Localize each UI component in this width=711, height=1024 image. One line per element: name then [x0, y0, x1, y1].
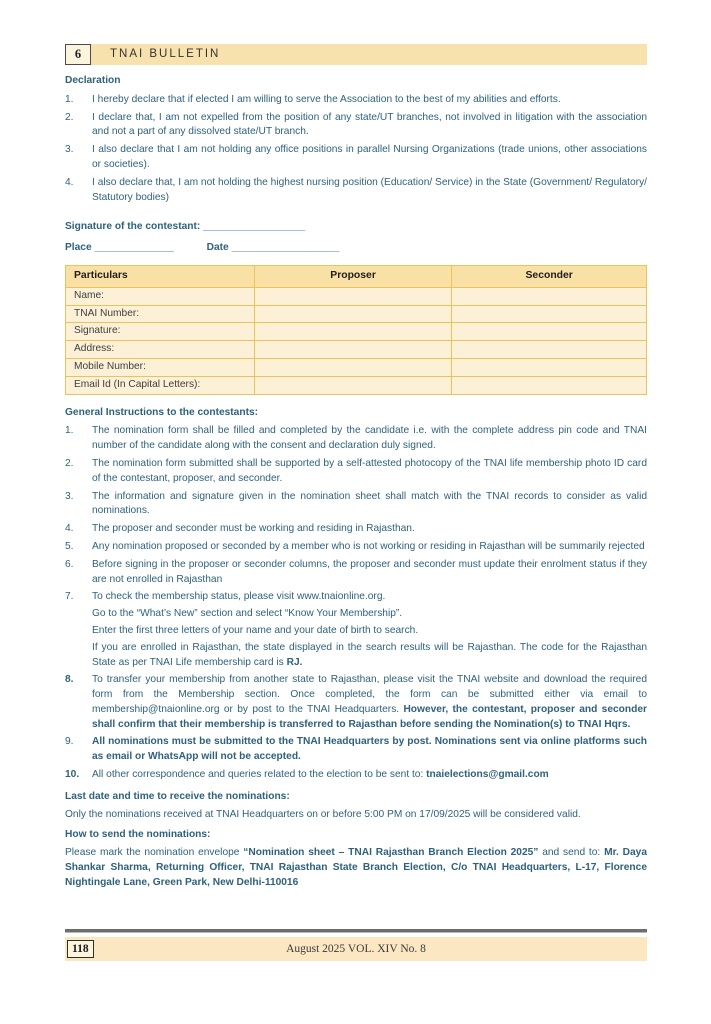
item-number: 6.	[65, 558, 74, 570]
instruction-item	[65, 540, 647, 555]
proposer-cell	[254, 376, 452, 394]
footer-issue-text: August 2025 VOL. XIV No. 8	[286, 942, 426, 955]
row-label-cell: Name:	[66, 287, 255, 305]
footer-page-number-box	[67, 940, 94, 958]
table-header-row	[66, 265, 647, 287]
item-number: 2.	[65, 111, 74, 123]
instruction-item	[65, 768, 647, 783]
instruction-item	[65, 558, 647, 588]
particulars-table	[65, 265, 647, 395]
column-header-seconder: Seconder	[452, 265, 647, 287]
bulletin-title: TNAI BULLETIN	[110, 48, 221, 61]
item-text	[92, 590, 647, 670]
table-row	[66, 358, 647, 376]
instruction-subline: To check the membership status, please visit www.tnaionline.org.	[92, 591, 386, 603]
instruction-item	[65, 490, 647, 520]
seconder-cell	[452, 287, 647, 305]
return-address-text: Mr. Daya Shankar Sharma, Returning Officer, TNAI Rajasthan State Branch Election, C/o TNAI Headquarters, L-17, Florence Nightingale Lane, Green Park, New Delhi-110016	[65, 847, 647, 888]
item-text: The nomination form shall be filled and completed by the candidate i.e. with the complete address pin code and TNAI number of the candidate along with the consent and declaration duly signed.	[92, 425, 647, 452]
date-label: Date	[206, 242, 229, 254]
row-label-cell: Address:	[66, 341, 255, 359]
item-text	[92, 768, 647, 783]
seconder-cell	[452, 323, 647, 341]
item-regular-text: To transfer your membership from another state to Rajasthan, please visit the TNAI website and download the required form from the Membership section. Once completed, the form can be submitted either via email to membership@tnaionline.org or by post to the TNAI Headquarters.	[92, 674, 647, 715]
instructions-heading: General Instructions to the contestants:	[65, 406, 259, 418]
place-blank-line: ______________	[94, 242, 174, 254]
proposer-cell	[254, 323, 452, 341]
place-label: Place	[65, 242, 92, 254]
declaration-item	[65, 176, 647, 206]
footer-page-number: 118	[72, 943, 89, 955]
proposer-cell	[254, 305, 452, 323]
item-number: 10.	[65, 769, 80, 781]
seconder-cell	[452, 341, 647, 359]
instruction-subline	[92, 641, 647, 671]
date-blank-line: ___________________	[231, 242, 340, 254]
declaration-heading: Declaration	[65, 75, 121, 86]
proposer-cell	[254, 287, 452, 305]
seconder-cell	[452, 376, 647, 394]
item-text	[92, 673, 647, 732]
item-number: 5.	[65, 540, 74, 552]
column-header-proposer: Proposer	[254, 265, 452, 287]
item-bold-text: However, the contestant, proposer and seconder shall confirm that their membership is transferred to Rajasthan before sending the Nomination(s) to TNAI Hqrs.	[92, 703, 647, 730]
last-date-text: Only the nominations received at TNAI Headquarters on or before 5:00 PM on 17/09/2025 will be considered valid.	[65, 808, 581, 820]
instruction-item	[65, 673, 647, 732]
row-label-cell: TNAI Number:	[66, 305, 255, 323]
signature-label: Signature of the contestant:	[65, 221, 201, 233]
subline-bold-text: RJ.	[286, 656, 303, 668]
page-footer	[65, 929, 647, 961]
row-label-cell: Email Id (In Capital Letters):	[66, 376, 255, 394]
column-header-particulars: Particulars	[66, 265, 255, 287]
item-number: 9.	[65, 736, 74, 748]
page-header-bar	[65, 44, 647, 65]
envelope-label-text: “Nomination sheet – TNAI Rajasthan Branch Election 2025”	[243, 847, 539, 859]
footer-rule	[65, 929, 647, 933]
header-page-number: 6	[74, 47, 82, 62]
envelope-intro-text: Please mark the nomination envelope	[65, 847, 244, 859]
item-text: I also declare that, I am not holding the highest nursing position (Education/ Service) in the State (Government/ Regulatory/ Statutory bodies)	[92, 176, 647, 203]
footer-bar	[65, 937, 647, 961]
row-label-cell: Signature:	[66, 323, 255, 341]
declaration-item	[65, 111, 647, 141]
item-text: Any nomination proposed or seconded by a member who is not working or residing in Rajasthan will be summarily rejected	[92, 540, 645, 552]
subline-regular-text: If you are enrolled in Rajasthan, the state displayed in the search results will be Rajasthan. The code for the Rajasthan State as per TNAI Life membership card is	[92, 641, 647, 668]
table-row	[66, 305, 647, 323]
item-number: 3.	[65, 144, 74, 156]
table-row	[66, 376, 647, 394]
envelope-middle-text: and send to:	[538, 847, 605, 859]
declaration-item	[65, 143, 647, 173]
instruction-subline: Go to the “What’s New” section and select “Know Your Membership”.	[92, 608, 403, 620]
item-bold-text: tnaielections@gmail.com	[426, 769, 549, 781]
envelope-instruction	[65, 846, 647, 890]
table-row	[66, 341, 647, 359]
item-number: 8.	[65, 674, 74, 686]
table-row	[66, 323, 647, 341]
header-page-number-box	[65, 44, 91, 65]
row-label-cell: Mobile Number:	[66, 358, 255, 376]
item-number: 4.	[65, 523, 74, 535]
instruction-item	[65, 522, 647, 537]
item-text: I declare that, I am not expelled from the position of any state/UT branches, not involved in litigation with the association and not a part of any dissolved state/UT branch.	[92, 111, 647, 138]
item-regular-text: All other correspondence and queries related to the election to be sent to:	[92, 769, 427, 781]
instruction-item	[65, 735, 647, 765]
declaration-item	[65, 93, 647, 108]
item-text: I also declare that I am not holding any office positions in parallel Nursing Organizations (trade unions, other associations or societies).	[92, 144, 647, 170]
seconder-cell	[452, 305, 647, 323]
item-number: 7.	[65, 591, 74, 603]
proposer-cell	[254, 358, 452, 376]
instructions-list	[65, 424, 647, 783]
item-text: All nominations must be submitted to the TNAI Headquarters by post. Nominations sent via online platforms such as email or WhatsApp will not be accepted.	[92, 736, 647, 763]
instruction-item	[65, 590, 647, 670]
item-number: 2.	[65, 457, 74, 469]
signature-blank-line: __________________	[203, 221, 306, 233]
item-number: 1.	[65, 93, 74, 105]
how-to-send-heading: How to send the nominations:	[65, 829, 211, 841]
item-text: I hereby declare that if elected I am willing to serve the Association to the best of my abilities and efforts.	[92, 93, 561, 105]
item-text: The information and signature given in the nomination sheet shall match with the TNAI records to consider as valid nominations.	[92, 490, 647, 517]
item-number: 1.	[65, 425, 74, 437]
place-date-row	[65, 241, 647, 256]
instruction-item	[65, 457, 647, 487]
instruction-subline: Enter the first three letters of your name and your date of birth to search.	[92, 624, 419, 636]
last-date-heading: Last date and time to receive the nominations:	[65, 790, 290, 802]
item-text: The proposer and seconder must be working and residing in Rajasthan.	[92, 523, 415, 535]
proposer-cell	[254, 341, 452, 359]
item-text: Before signing in the proposer or seconder columns, the proposer and seconder must update their enrolment status if they are not enrolled in Rajasthan	[92, 558, 647, 585]
item-number: 3.	[65, 490, 74, 502]
item-number: 4.	[65, 176, 74, 188]
item-text: The nomination form submitted shall be supported by a self-attested photocopy of the TNAI life membership photo ID card of the contestant, proposer, and seconder.	[92, 457, 647, 484]
table-row	[66, 287, 647, 305]
seconder-cell	[452, 358, 647, 376]
signature-row	[65, 220, 647, 235]
instruction-item	[65, 424, 647, 454]
declaration-list	[65, 93, 647, 206]
